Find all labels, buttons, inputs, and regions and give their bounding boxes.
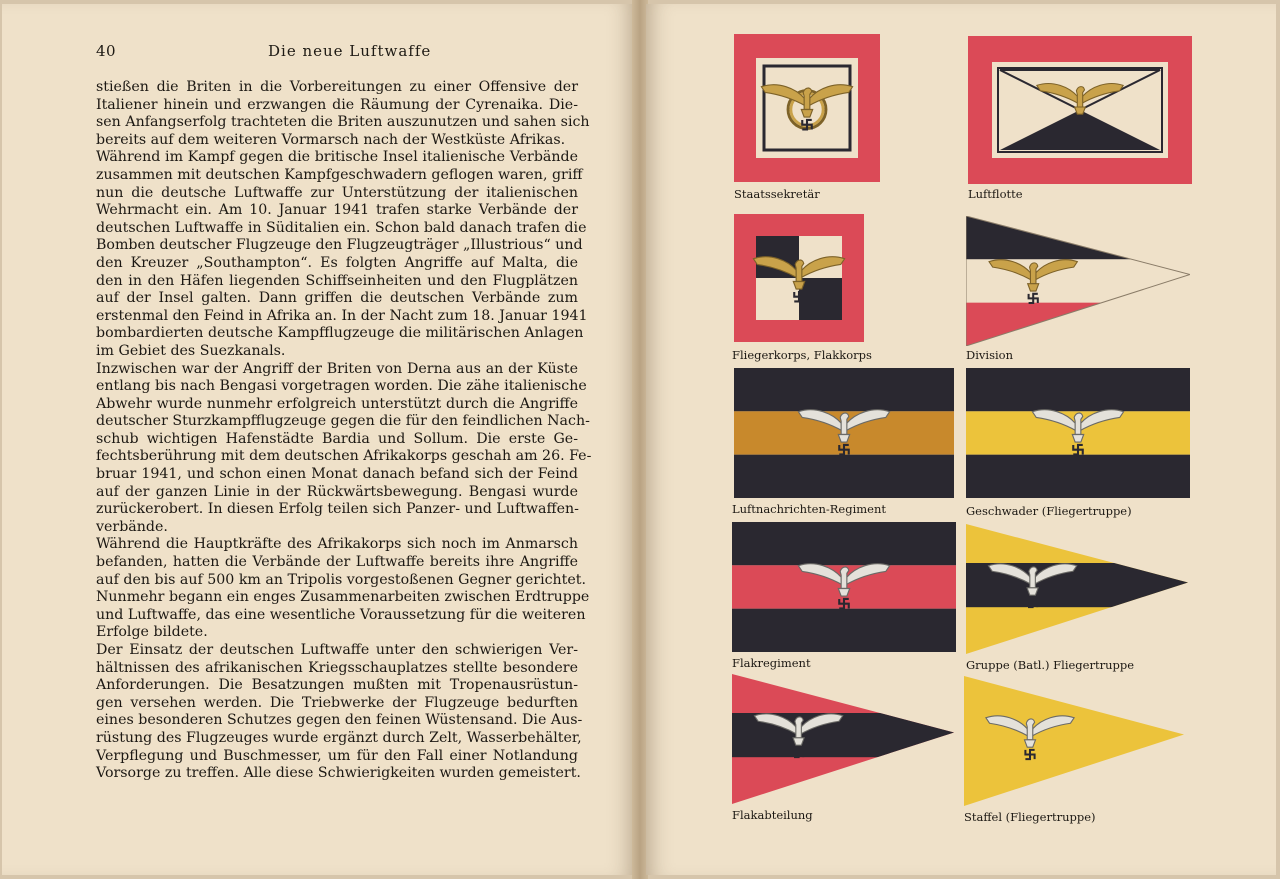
flag-wreath-square [734,34,880,182]
flag-image [966,216,1190,346]
text-line: Inzwischen war der Angriff der Briten von Derna aus an der Küste [96,360,578,377]
flag-pennant-yellow [964,676,1184,806]
text-line: befanden, hatten die Verbände der Luftwaffe bereits ihre Angriffe [96,554,578,571]
text-line: im Gebiet des Suezkanals. [96,342,286,359]
text-line: Italiener hinein und erzwangen die Räumung der Cyrenaika. Die- [96,96,578,113]
flag-image [966,368,1190,498]
flag-pennant-red-black [732,674,954,804]
text-line: auf der ganzen Linie in der Rückwärtsbewegung. Bengasi wurde [96,483,578,500]
text-line: den in den Häfen liegenden Schiffseinheiten und den Flugplätzen [96,272,578,289]
text-line: zurückerobert. In diesen Erfolg teilen sich Panzer- und Luftwaffen- [96,501,579,518]
flag-image [734,34,880,182]
right-page [646,4,1276,875]
text-line: nun die deutsche Luftwaffe zur Unterstützung der italienischen [96,184,578,201]
flag-checker-square [734,214,864,342]
text-line: deutschen Luftwaffe in Süditalien ein. Schon bald danach trafen die [96,219,587,236]
text-line: verbände. [96,518,168,535]
flag-caption: Division [966,348,1013,362]
text-line: deutscher Sturzkampfflugzeuge gegen die für den feindlichen Nach- [96,413,590,430]
flag-image [732,522,956,652]
body-text [96,79,592,783]
flag-pennant-yellow-black [966,524,1188,654]
text-line: sen Anfangserfolg trachteten die Briten auszunutzen und sahen sich [96,114,590,131]
text-line: gen versehen werden. Die Triebwerke der Flugzeuge bedurften [96,694,578,711]
flag-caption: Flakregiment [732,656,811,670]
text-line: bombardierten deutsche Kampfflugzeuge die militärischen Anlagen [96,325,584,342]
running-title: Die neue Luftwaffe [268,42,432,60]
flag-caption: Luftflotte [968,187,1023,201]
flag-caption: Staatssekretär [734,187,820,201]
text-line: Bomben deutscher Flugzeuge den Flugzeugträger „Illustrious“ und [96,237,583,254]
text-line: Anforderungen. Die Besatzungen mußten mit Tropenausrüstun- [96,677,578,694]
flag-caption: Fliegerkorps, Flakkorps [732,348,872,362]
text-line: Abwehr wurde nunmehr erfolgreich unterstützt durch die Angriffe [96,395,578,412]
text-line: schub wichtigen Hafenstädte Bardia und Sollum. Die erste Ge- [96,430,578,447]
flag-caption: Staffel (Fliegertruppe) [964,810,1096,824]
text-line: den Kreuzer „Southampton“. Es folgten Angriffe auf Malta, die [96,254,578,271]
text-line: Während die Hauptkräfte des Afrikakorps sich noch im Anmarsch [96,536,578,553]
flag-stripes-yellow [966,368,1190,498]
text-line: eines besonderen Schutzes gegen den feinen Wüstensand. Die Aus- [96,712,583,729]
flag-caption: Luftnachrichten-Regiment [732,502,887,516]
flag-caption: Gruppe (Batl.) Fliegertruppe [966,658,1135,672]
flag-image [968,36,1192,184]
text-line: fechtsberührung mit dem deutschen Afrikakorps geschah am 26. Fe- [96,448,592,465]
flag-image [966,524,1188,654]
text-line: entlang bis nach Bengasi vorgetragen worden. Die zähe italienische [96,378,587,395]
text-line: hältnissen des afrikanischen Kriegsschauplatzes stellte besondere [96,659,578,676]
text-line: Verpflegung und Buschmesser, um für den Fall einer Notlandung [96,747,578,764]
page-number: 40 [96,42,117,60]
flag-caption: Geschwader (Fliegertruppe) [966,504,1132,518]
text-line: bereits auf dem weiteren Vormarsch nach der Westküste Afrikas. [96,131,566,148]
flag-stripes-red [732,522,956,652]
flag-image [734,214,864,342]
text-line: Nunmehr begann ein enges Zusammenarbeiten zwischen Erdtruppe [96,589,590,606]
flag-image [734,368,954,498]
flag-caption: Flakabteilung [732,808,813,822]
text-line: auf der Insel galten. Dann griffen die deutschen Verbände zum [96,290,578,307]
left-page [2,4,634,875]
text-line: Erfolge bildete. [96,624,208,641]
text-line: auf den bis auf 500 km an Tripolis vorgestoßenen Gegner gerichtet. [96,571,586,588]
text-line: Der Einsatz der deutschen Luftwaffe unter den schwierigen Ver- [96,642,578,658]
flag-stripes-brown [734,368,954,498]
text-line: Wehrmacht ein. Am 10. Januar 1941 trafen starke Verbände der [96,202,578,219]
text-line: bruar 1941, und schon einen Monat danach befand sich der Feind [96,466,578,483]
text-line: stießen die Briten in die Vorbereitungen zu einer Offensive der [96,79,578,95]
text-line: rüstung des Flugzeuges wurde ergänzt durch Zelt, Wasserbehälter, [96,729,582,746]
flag-image [964,676,1184,806]
flag-image [732,674,954,804]
text-line: zusammen mit deutschen Kampfgeschwadern geflogen waren, griff [96,166,583,183]
flag-pennant-tricolor [966,216,1190,346]
flag-triangle-rect [968,36,1192,184]
text-line: Vorsorge zu treffen. Alle diese Schwierigkeiten wurden gemeistert. [96,765,581,782]
text-line: und Luftwaffe, das eine wesentliche Voraussetzung für die weiteren [96,606,586,623]
text-line: Während im Kampf gegen die britische Insel italienische Verbände [96,149,578,166]
text-line: erstenmal den Feind in Afrika an. In der Nacht zum 18. Januar 1941 [96,307,588,324]
